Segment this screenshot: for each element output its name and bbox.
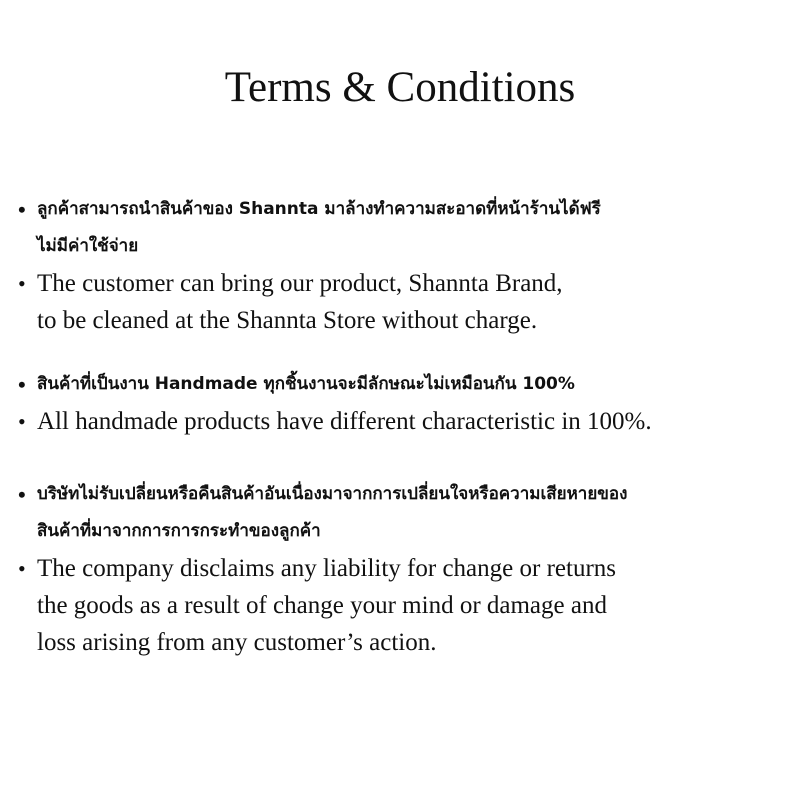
english-text-block (18, 550, 793, 661)
english-line: the goods as a result of change your mind or damage and (37, 592, 607, 619)
thai-line: ไม่มีค่าใช้จ่าย (37, 236, 139, 256)
english-text-block (18, 403, 793, 440)
english-line: to be cleaned at the Shannta Store without charge. (37, 307, 538, 334)
bullet-icon: • (18, 556, 26, 581)
thai-line: สินค้าที่เป็นงาน Handmade ทุกชิ้นงานจะมีลักษณะไม่เหมือนกัน 100% (37, 374, 575, 394)
english-line: loss arising from any customer’s action. (37, 629, 437, 656)
term-section-cleaning (18, 191, 793, 339)
bullet-icon: • (18, 409, 26, 434)
bullet-icon: • (18, 197, 26, 222)
thai-text-block (18, 191, 793, 265)
thai-text-block (18, 366, 793, 403)
thai-line: สินค้าที่มาจากการการกระทำของลูกค้า (37, 521, 321, 541)
term-section-returns (18, 476, 793, 661)
thai-text-block (18, 476, 793, 550)
term-section-handmade (18, 366, 793, 440)
page-title: Terms & Conditions (224, 64, 576, 111)
english-line: All handmade products have different characteristic in 100%. (37, 408, 652, 435)
english-text-block (18, 265, 793, 339)
english-line: The customer can bring our product, Shannta Brand, (37, 270, 563, 297)
thai-line: บริษัทไม่รับเปลี่ยนหรือคืนสินค้าอันเนื่องมาจากการเปลี่ยนใจหรือความเสียหายของ (37, 484, 628, 504)
bullet-icon: • (18, 372, 26, 397)
bullet-icon: • (18, 482, 26, 507)
english-line: The company disclaims any liability for change or returns (37, 555, 616, 582)
bullet-icon: • (18, 271, 26, 296)
thai-line: ลูกค้าสามารถนำสินค้าของ Shannta มาล้างทำความสะอาดที่หน้าร้านได้ฟรี (37, 199, 601, 219)
